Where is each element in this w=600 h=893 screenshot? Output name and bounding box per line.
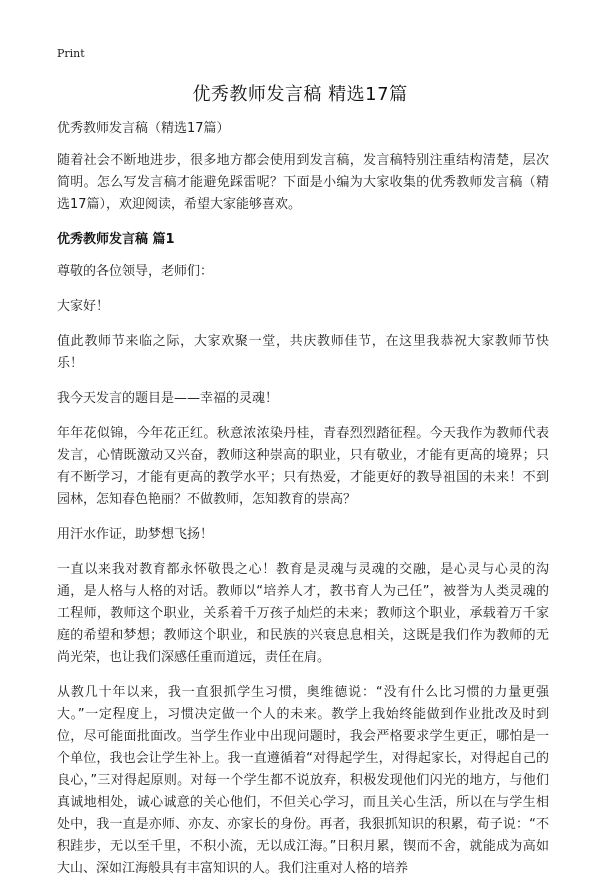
body-paragraph: 用汗水作证，助梦想飞扬！: [57, 527, 214, 542]
document-body: [57, 118, 549, 893]
section-heading: 优秀教师发言稿 篇1: [57, 232, 175, 247]
document-subtitle: 优秀教师发言稿（精选17篇）: [57, 121, 230, 136]
intro-paragraph: 随着社会不断地进步，很多地方都会使用到发言稿，发言稿特别注重结构清楚，层次简明。怎么写发言稿才能避免踩雷呢？下面是小编为大家收集的优秀教师发言稿（精选17篇），欢迎阅读，希望大家能够喜欢。: [57, 153, 549, 212]
body-paragraph: 值此教师节来临之际，大家欢聚一堂，共庆教师佳节，在这里我恭祝大家教师节快乐！: [57, 334, 549, 371]
document-title: 优秀教师发言稿 精选17篇: [192, 84, 408, 105]
print-link[interactable]: Print: [57, 47, 85, 60]
body-paragraph: 一直以来我对教育都永怀敬畏之心！教育是灵魂与灵魂的交融，是心灵与心灵的沟通，是人格与人格的对话。教师以“培养人才，教书育人为己任”，被誉为人类灵魂的工程师，教师这个职业，关系着千万孩子灿烂的未来；教师这个职业，承载着万千家庭的希望和梦想；教师这个职业，和民族的兴衰息息相关，这既是我们作为教师的无尚光荣，也让我们深感任重而道远，责任在肩。: [57, 562, 549, 665]
greeting: 大家好！: [57, 299, 110, 314]
body-paragraph: 我今天发言的题目是——幸福的灵魂！: [57, 391, 279, 406]
salutation: 尊敬的各位领导，老师们：: [57, 264, 214, 279]
body-paragraph: 从教几十年以来，我一直狠抓学生习惯，奥维德说：“没有什么比习惯的力量更强大。”一定程度上，习惯决定做一个人的未来。教学上我始终能做到作业批改及时到位，尽可能面批面改。当学生作业中出现问题时，我会严格要求学生更正，哪怕是一个单位，我也会让学生补上。我一直遵循着“对得起学生，对得起家长，对得起自己的良心，”三对得起原则。对每一个学生都不说放弃，积极发现他们闪光的地方，与他们真诚地相处，诚心诚意的关心他们，不但关心学习，而且关心生活，所以在与学生相处中，我一直是亦师、亦友、亦家长的身份。再者，我狠抓知识的积累，荀子说：“不积跬步，无以至千里，不积小流，无以成江海。”日积月累，锲而不舍，就能成为高如大山、深如江海般具有丰富知识的人。我们注重对人格的培养: [57, 685, 549, 876]
body-paragraph: 年年花似锦，今年花正红。秋意浓浓染丹桂，青春烈烈踏征程。今天我作为教师代表发言，心情既激动又兴奋，教师这种崇高的职业，只有敬业，才能有更高的境界；只有不断学习，才能有更高的教学水平；只有热爱，才能更好的教导祖国的未来！不到园林，怎知春色艳丽？不做教师，怎知教育的崇高？: [57, 426, 549, 507]
